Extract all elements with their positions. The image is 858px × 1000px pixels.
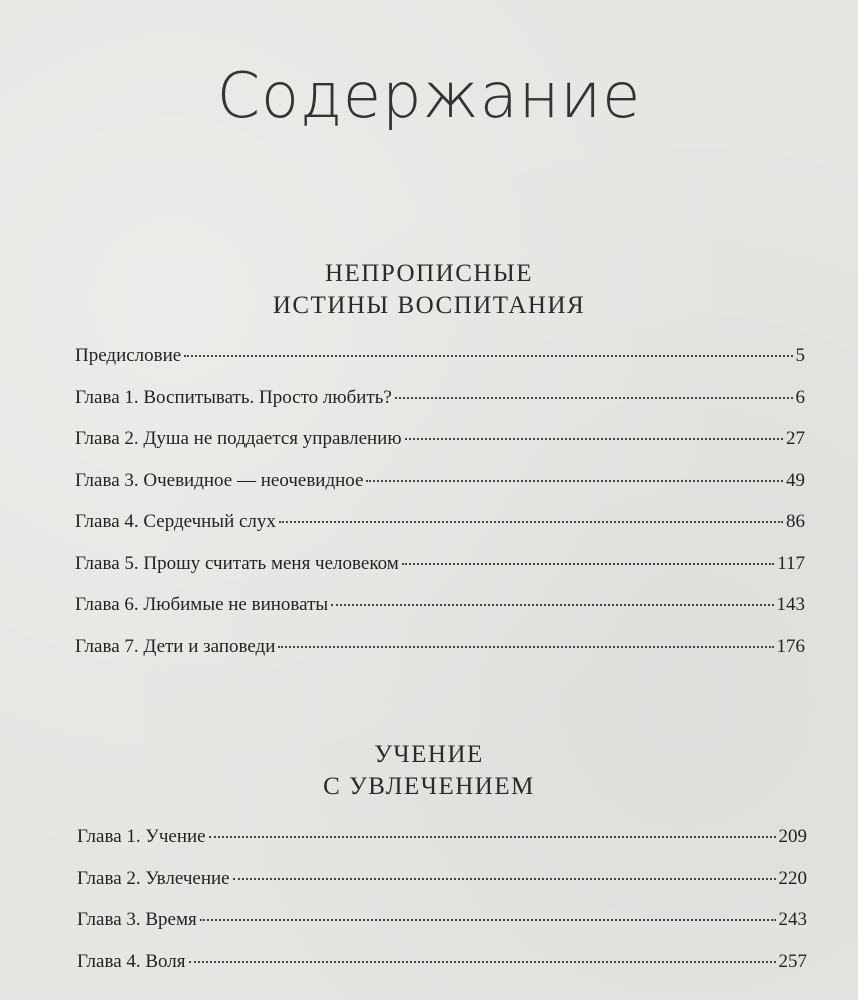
toc-entry (75, 553, 805, 595)
toc-entry-page: 86 (786, 511, 805, 532)
toc-entry-page: 209 (778, 826, 807, 847)
toc-entry (75, 387, 805, 429)
section-title (0, 739, 858, 803)
toc-entry-label: Предисловие (75, 345, 182, 366)
section-title-line: НЕПРОПИСНЫЕ (324, 260, 534, 287)
toc-entry-label: Глава 2. Душа не поддается управлению (75, 428, 402, 449)
dot-leader (402, 563, 774, 565)
dot-leader (405, 438, 783, 440)
dot-leader (200, 919, 776, 921)
toc-entry-page: 27 (786, 428, 805, 449)
dot-leader (209, 836, 776, 838)
toc-entry-label: Глава 4. Сердечный слух (75, 511, 276, 532)
toc-entry-label: Глава 1. Воспитывать. Просто любить? (75, 386, 392, 408)
toc-entry-page: 220 (778, 867, 807, 889)
dot-leader (278, 646, 773, 648)
dot-leader (184, 355, 792, 357)
toc-entry-page: 6 (795, 386, 805, 408)
toc-entry-label: Глава 6. Любимые не виноваты (75, 594, 329, 615)
toc-entry (75, 636, 805, 678)
dot-leader (331, 604, 773, 606)
toc-entry-label: Глава 3. Очевидное — неочевидное (75, 469, 364, 491)
toc-entry (77, 868, 807, 910)
toc-entry (75, 470, 805, 512)
toc-entry-page: 117 (777, 552, 805, 574)
dot-leader (189, 961, 776, 963)
section-title (0, 258, 858, 322)
toc-entry (75, 345, 805, 387)
toc-entry (77, 951, 807, 993)
toc-entry-label: Глава 7. Дети и заповеди (75, 635, 276, 657)
dot-leader (366, 480, 783, 482)
dot-leader (279, 521, 783, 523)
toc-entry-label: Глава 3. Время (77, 909, 197, 930)
toc-entry (77, 826, 807, 868)
toc-entry-page: 176 (776, 635, 805, 657)
toc-entry-page: 243 (778, 909, 807, 930)
section-title-line: С УВЛЕЧЕНИЕМ (323, 773, 535, 800)
toc-entry (75, 594, 805, 636)
toc-entry-label: Глава 4. Воля (77, 950, 186, 972)
toc-list (77, 826, 807, 992)
dot-leader (233, 878, 776, 880)
toc-entry-page: 257 (778, 950, 807, 972)
dot-leader (395, 397, 793, 399)
section-title-line: УЧЕНИЕ (374, 741, 484, 768)
toc-entry (75, 428, 805, 470)
toc-list (75, 345, 805, 677)
toc-entry-page: 143 (776, 594, 805, 615)
toc-entry-page: 49 (786, 469, 805, 491)
toc-entry-page: 5 (795, 345, 805, 366)
page-title: Содержание (216, 59, 642, 132)
section-title-line: ИСТИНЫ ВОСПИТАНИЯ (272, 292, 586, 319)
toc-entry (75, 511, 805, 553)
toc-entry-label: Глава 2. Увлечение (77, 867, 230, 889)
toc-entry-label: Глава 5. Прошу считать меня человеком (75, 552, 399, 574)
toc-entry (77, 909, 807, 951)
toc-entry-label: Глава 1. Учение (77, 826, 206, 847)
